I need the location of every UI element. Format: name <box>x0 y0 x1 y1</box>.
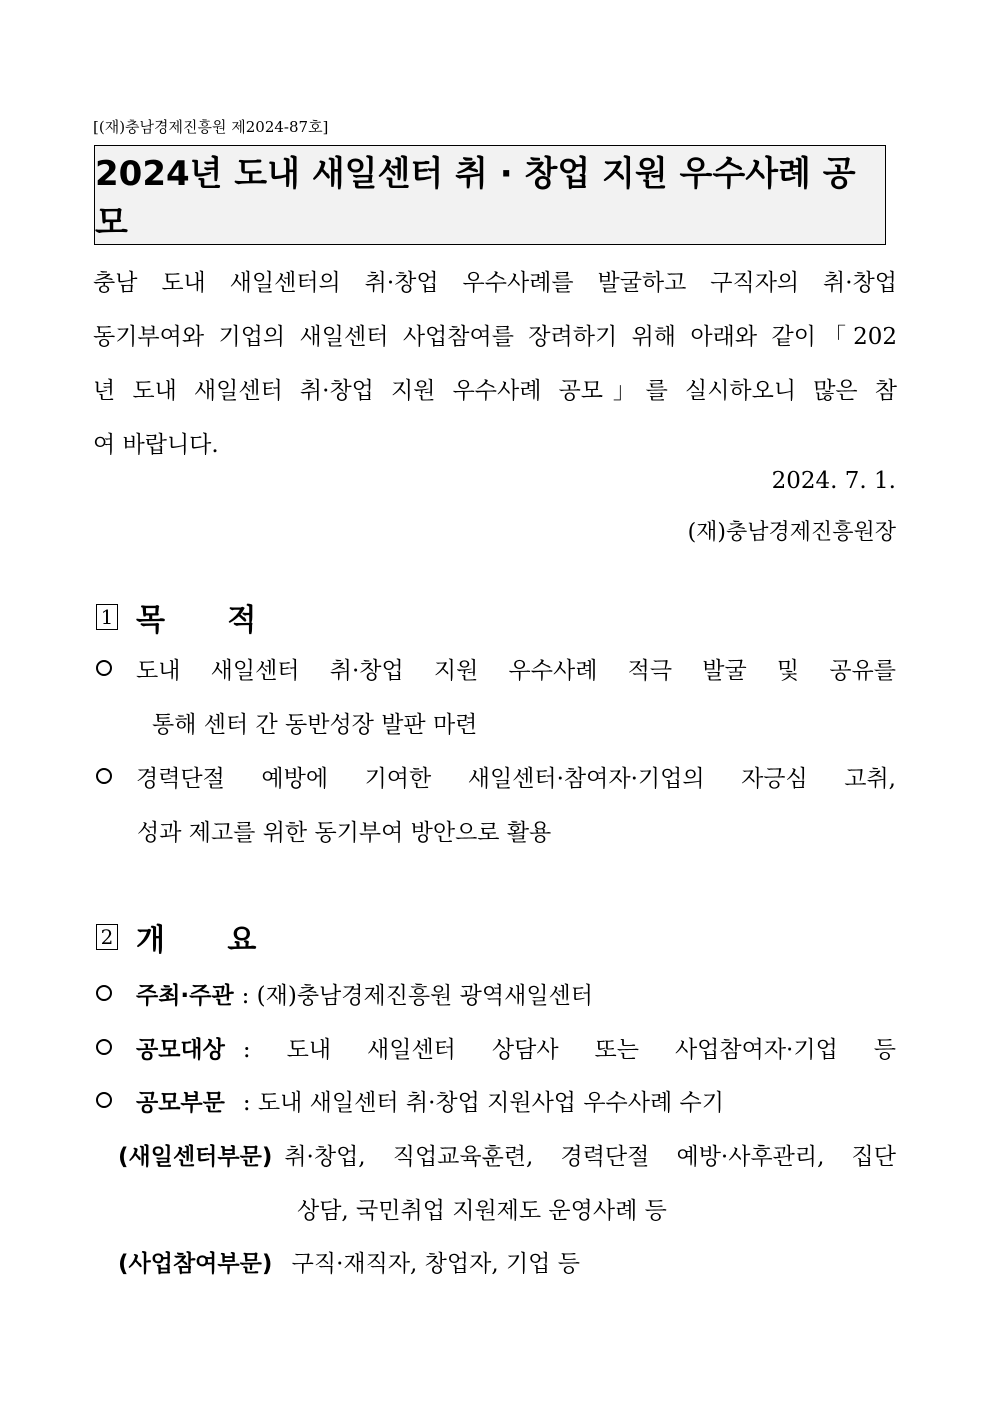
issue-date: 2024. 7. 1. <box>771 468 896 494</box>
circle-bullet-icon <box>96 660 112 676</box>
circle-bullet-icon <box>96 1039 112 1055</box>
host-label: 주최·주관 <box>136 983 234 1009</box>
intro-line: 여 바랍니다. <box>93 432 219 458</box>
bullet-item-target <box>96 1031 896 1064</box>
target-label: 공모대상 <box>136 1037 225 1063</box>
bullet-continuation: 통해 센터 간 동반성장 발판 마련 <box>152 712 478 738</box>
category-value: : 도내 새일센터 취·창업 지원사업 우수사례 수기 <box>242 1090 724 1116</box>
sub-item-center <box>118 1138 896 1171</box>
participant-category-value: 구직·재직자, 창업자, 기업 등 <box>291 1251 580 1277</box>
bullet-item-category <box>96 1084 724 1117</box>
intro-line: 년 도내 새일센터 취·창업 지원 우수사례 공모」를 실시하오니 많은 참 <box>93 378 897 404</box>
category-label: 공모부문 <box>136 1090 225 1116</box>
intro-line: 충남 도내 새일센터의 취·창업 우수사례를 발굴하고 구직자의 취·창업 <box>93 270 897 296</box>
document-number: [(재)충남경제진흥원 제2024-87호] <box>93 118 329 136</box>
sub-item-participant <box>118 1245 580 1278</box>
section-title: 목 적 <box>136 603 283 638</box>
participant-category-label: (사업참여부문) <box>118 1251 273 1277</box>
circle-bullet-icon <box>96 985 112 1001</box>
title-box <box>94 145 886 245</box>
intro-line: 동기부여와 기업의 새일센터 사업참여를 장려하기 위해 아래와 같이「202 <box>93 324 897 350</box>
section-title: 개 요 <box>136 923 283 958</box>
bullet-text: 경력단절 예방에 기여한 새일센터·참여자·기업의 자긍심 고취, <box>136 766 896 792</box>
bullet-continuation: 성과 제고를 위한 동기부여 방안으로 활용 <box>137 820 552 846</box>
host-value: : (재)충남경제진흥원 광역새일센터 <box>241 983 593 1009</box>
sub-item-continuation: 상담, 국민취업 지원제도 운영사례 등 <box>297 1198 667 1224</box>
target-value: : 도내 새일센터 상담사 또는 사업참여자·기업 등 <box>242 1037 896 1063</box>
center-category-value: 취·창업, 직업교육훈련, 경력단절 예방·사후관리, 집단 <box>284 1144 896 1170</box>
section-number: 1 <box>96 604 118 630</box>
bullet-item-host <box>96 977 593 1010</box>
section-heading-overview <box>96 915 282 959</box>
center-category-label: (새일센터부문) <box>118 1144 273 1170</box>
circle-bullet-icon <box>96 1092 112 1108</box>
section-heading-purpose <box>96 595 282 639</box>
bullet-item <box>96 652 896 685</box>
bullet-text: 도내 새일센터 취·창업 지원 우수사례 적극 발굴 및 공유를 <box>136 658 896 684</box>
section-number: 2 <box>96 924 118 950</box>
circle-bullet-icon <box>96 768 112 784</box>
issuer: (재)충남경제진흥원장 <box>687 520 896 545</box>
document-title: 2024년 도내 새일센터 취 · 창업 지원 우수사례 공모 <box>95 154 856 243</box>
intro-paragraph <box>93 256 897 472</box>
bullet-item <box>96 760 896 793</box>
